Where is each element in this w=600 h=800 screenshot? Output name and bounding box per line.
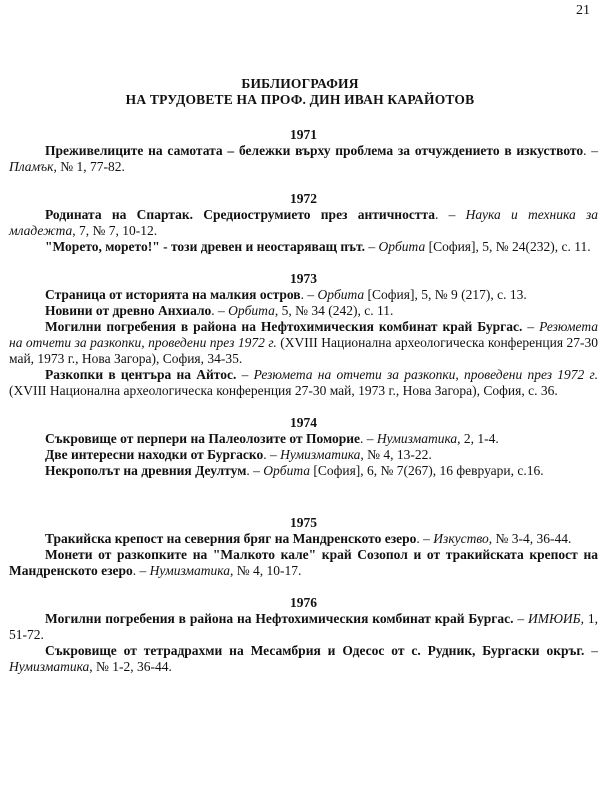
bibliography-entry <box>9 367 598 399</box>
entry-source: Нумизматика <box>9 659 90 674</box>
entry-title: Преживелиците на самотата – бележки върху проблема за отчуждението в изкуството <box>45 143 584 158</box>
year-heading: 1973 <box>290 271 317 286</box>
bibliography-entry <box>9 287 598 303</box>
entry-source: ИМЮИБ <box>527 611 581 626</box>
entry-details: , № 1-2, 36-44. <box>89 659 172 674</box>
entry-source: Орбита <box>317 287 365 302</box>
bibliography-entry <box>9 303 598 319</box>
bibliography-entry <box>9 143 598 175</box>
entry-title: Тракийска крепост на северния бряг на Мандренското езеро <box>45 531 417 546</box>
entry-details: , 1, 51-72. <box>9 611 599 642</box>
entry-details: , 7, № 7, 10-12. <box>72 223 158 238</box>
year-heading: 1976 <box>290 595 317 610</box>
bibliography-entry <box>9 531 598 547</box>
bibliography-entry <box>9 643 598 675</box>
bibliography-entry <box>9 207 598 239</box>
bibliography-list <box>9 125 598 691</box>
year-heading: 1972 <box>290 191 317 206</box>
entry-source: Пламък <box>9 159 54 174</box>
entry-title: Родината на Спартак. Средиострумието през античността <box>45 207 436 222</box>
entry-separator: . – <box>263 447 281 462</box>
year-heading: 1975 <box>290 515 317 530</box>
entry-separator: . – <box>435 207 466 222</box>
year-heading: 1971 <box>290 127 317 142</box>
entry-separator: . – <box>132 563 150 578</box>
entry-title: Страница от историята на малкия остров <box>45 287 301 302</box>
entry-separator: . – <box>300 287 318 302</box>
entry-title: Съкровище от перпери на Палеолозите от Поморие <box>45 431 360 446</box>
entry-details: [София], 5, № 9 (217), с. 13. <box>364 287 527 302</box>
entry-source: Орбита, <box>228 303 279 318</box>
entry-separator: – <box>584 643 598 658</box>
entry-details: 5, № 34 (242), с. 11. <box>278 303 394 318</box>
entry-separator: – <box>522 319 540 334</box>
entry-title: Новини от древно Анхиало <box>45 303 212 318</box>
entry-separator: . – <box>360 431 377 446</box>
year-section-1973 <box>9 271 598 399</box>
entry-details: , № 1, 77-82. <box>53 159 125 174</box>
year-section-1976 <box>9 595 598 675</box>
year-heading: 1974 <box>290 415 317 430</box>
entry-separator: . – <box>416 531 434 546</box>
entry-separator: – <box>365 239 379 254</box>
entry-source: Орбита <box>263 463 310 478</box>
entry-separator: . – <box>583 143 598 158</box>
entry-details: (XVIII Национална археологическа конференция 27-30 май, 1973 г., Нова Загора), София, с. 36. <box>9 383 558 398</box>
bibliography-entry <box>9 547 598 579</box>
entry-source: Орбита <box>378 239 426 254</box>
year-section-1975 <box>9 515 598 579</box>
bibliography-entry <box>9 447 598 463</box>
entry-title: Могилни погребения в района на Нефтохимическия комбинат край Бургас. <box>45 611 514 626</box>
bibliography-entry <box>9 431 598 447</box>
entry-separator: – <box>236 367 254 382</box>
entry-source: Нумизматика <box>280 447 361 462</box>
entry-details: , № 4, 10-17. <box>229 563 302 578</box>
entry-separator: . – <box>246 463 264 478</box>
year-section-1974 <box>9 415 598 479</box>
entry-details: (XVIII Национална археологическа конференция 27-30 май, 1973 г., Нова Загора), София, 34-35. <box>9 335 599 366</box>
year-section-1971 <box>9 127 598 175</box>
entry-details: , 2, 1-4. <box>457 431 499 446</box>
bibliography-entry <box>9 239 598 255</box>
entry-separator: – <box>513 611 528 626</box>
page-number: 21 <box>576 3 590 18</box>
entry-source: Наука и техника за младежта <box>9 207 599 238</box>
bibliography-entry <box>9 319 598 367</box>
entry-details: , № 4, 13-22. <box>360 447 432 462</box>
entry-title: Монети от разкопките на "Малкото кале" край Созопол и от тракийската крепост на Мандренското езеро <box>9 547 598 578</box>
entry-title: "Морето, морето!" - този древен и неостаряващ път. <box>45 239 365 254</box>
year-section-1972 <box>9 191 598 255</box>
entry-source: Нумизматика <box>376 431 458 446</box>
title-line-2: НА ТРУДОВЕТЕ НА ПРОФ. ДИН ИВАН КАРАЙОТОВ <box>125 92 475 107</box>
entry-details: [София], 5, № 24(232), с. 11. <box>425 239 591 254</box>
bibliography-entry <box>9 611 598 643</box>
entry-title: Некрополът на древния Деултум <box>45 463 247 478</box>
entry-title: Разкопки в центъра на Айтос. <box>45 367 237 382</box>
title-line-1: БИБЛИОГРАФИЯ <box>241 76 359 91</box>
entry-title: Две интересни находки от Бургаско <box>45 447 264 462</box>
entry-title: Съкровище от тетрадрахми на Месамбрия и Одесос от с. Рудник, Бургаски окръг. <box>45 643 585 658</box>
entry-source: Резюмета на отчети за разкопки, проведени през 1972 г. <box>253 367 598 382</box>
entry-details: , № 3-4, 36-44. <box>488 531 572 546</box>
entry-title: Могилни погребения в района на Нефтохимическия комбинат край Бургас. <box>45 319 523 334</box>
entry-source: Резюмета на отчети за разкопки, проведени през 1972 г. <box>9 319 598 350</box>
entry-source: Изкуство <box>433 531 489 546</box>
entry-details: [София], 6, № 7(267), 16 февруари, с.16. <box>309 463 544 478</box>
bibliography-entry <box>9 463 598 479</box>
entry-separator: . – <box>211 303 229 318</box>
entry-source: Нумизматика <box>149 563 230 578</box>
page-title <box>0 76 600 108</box>
